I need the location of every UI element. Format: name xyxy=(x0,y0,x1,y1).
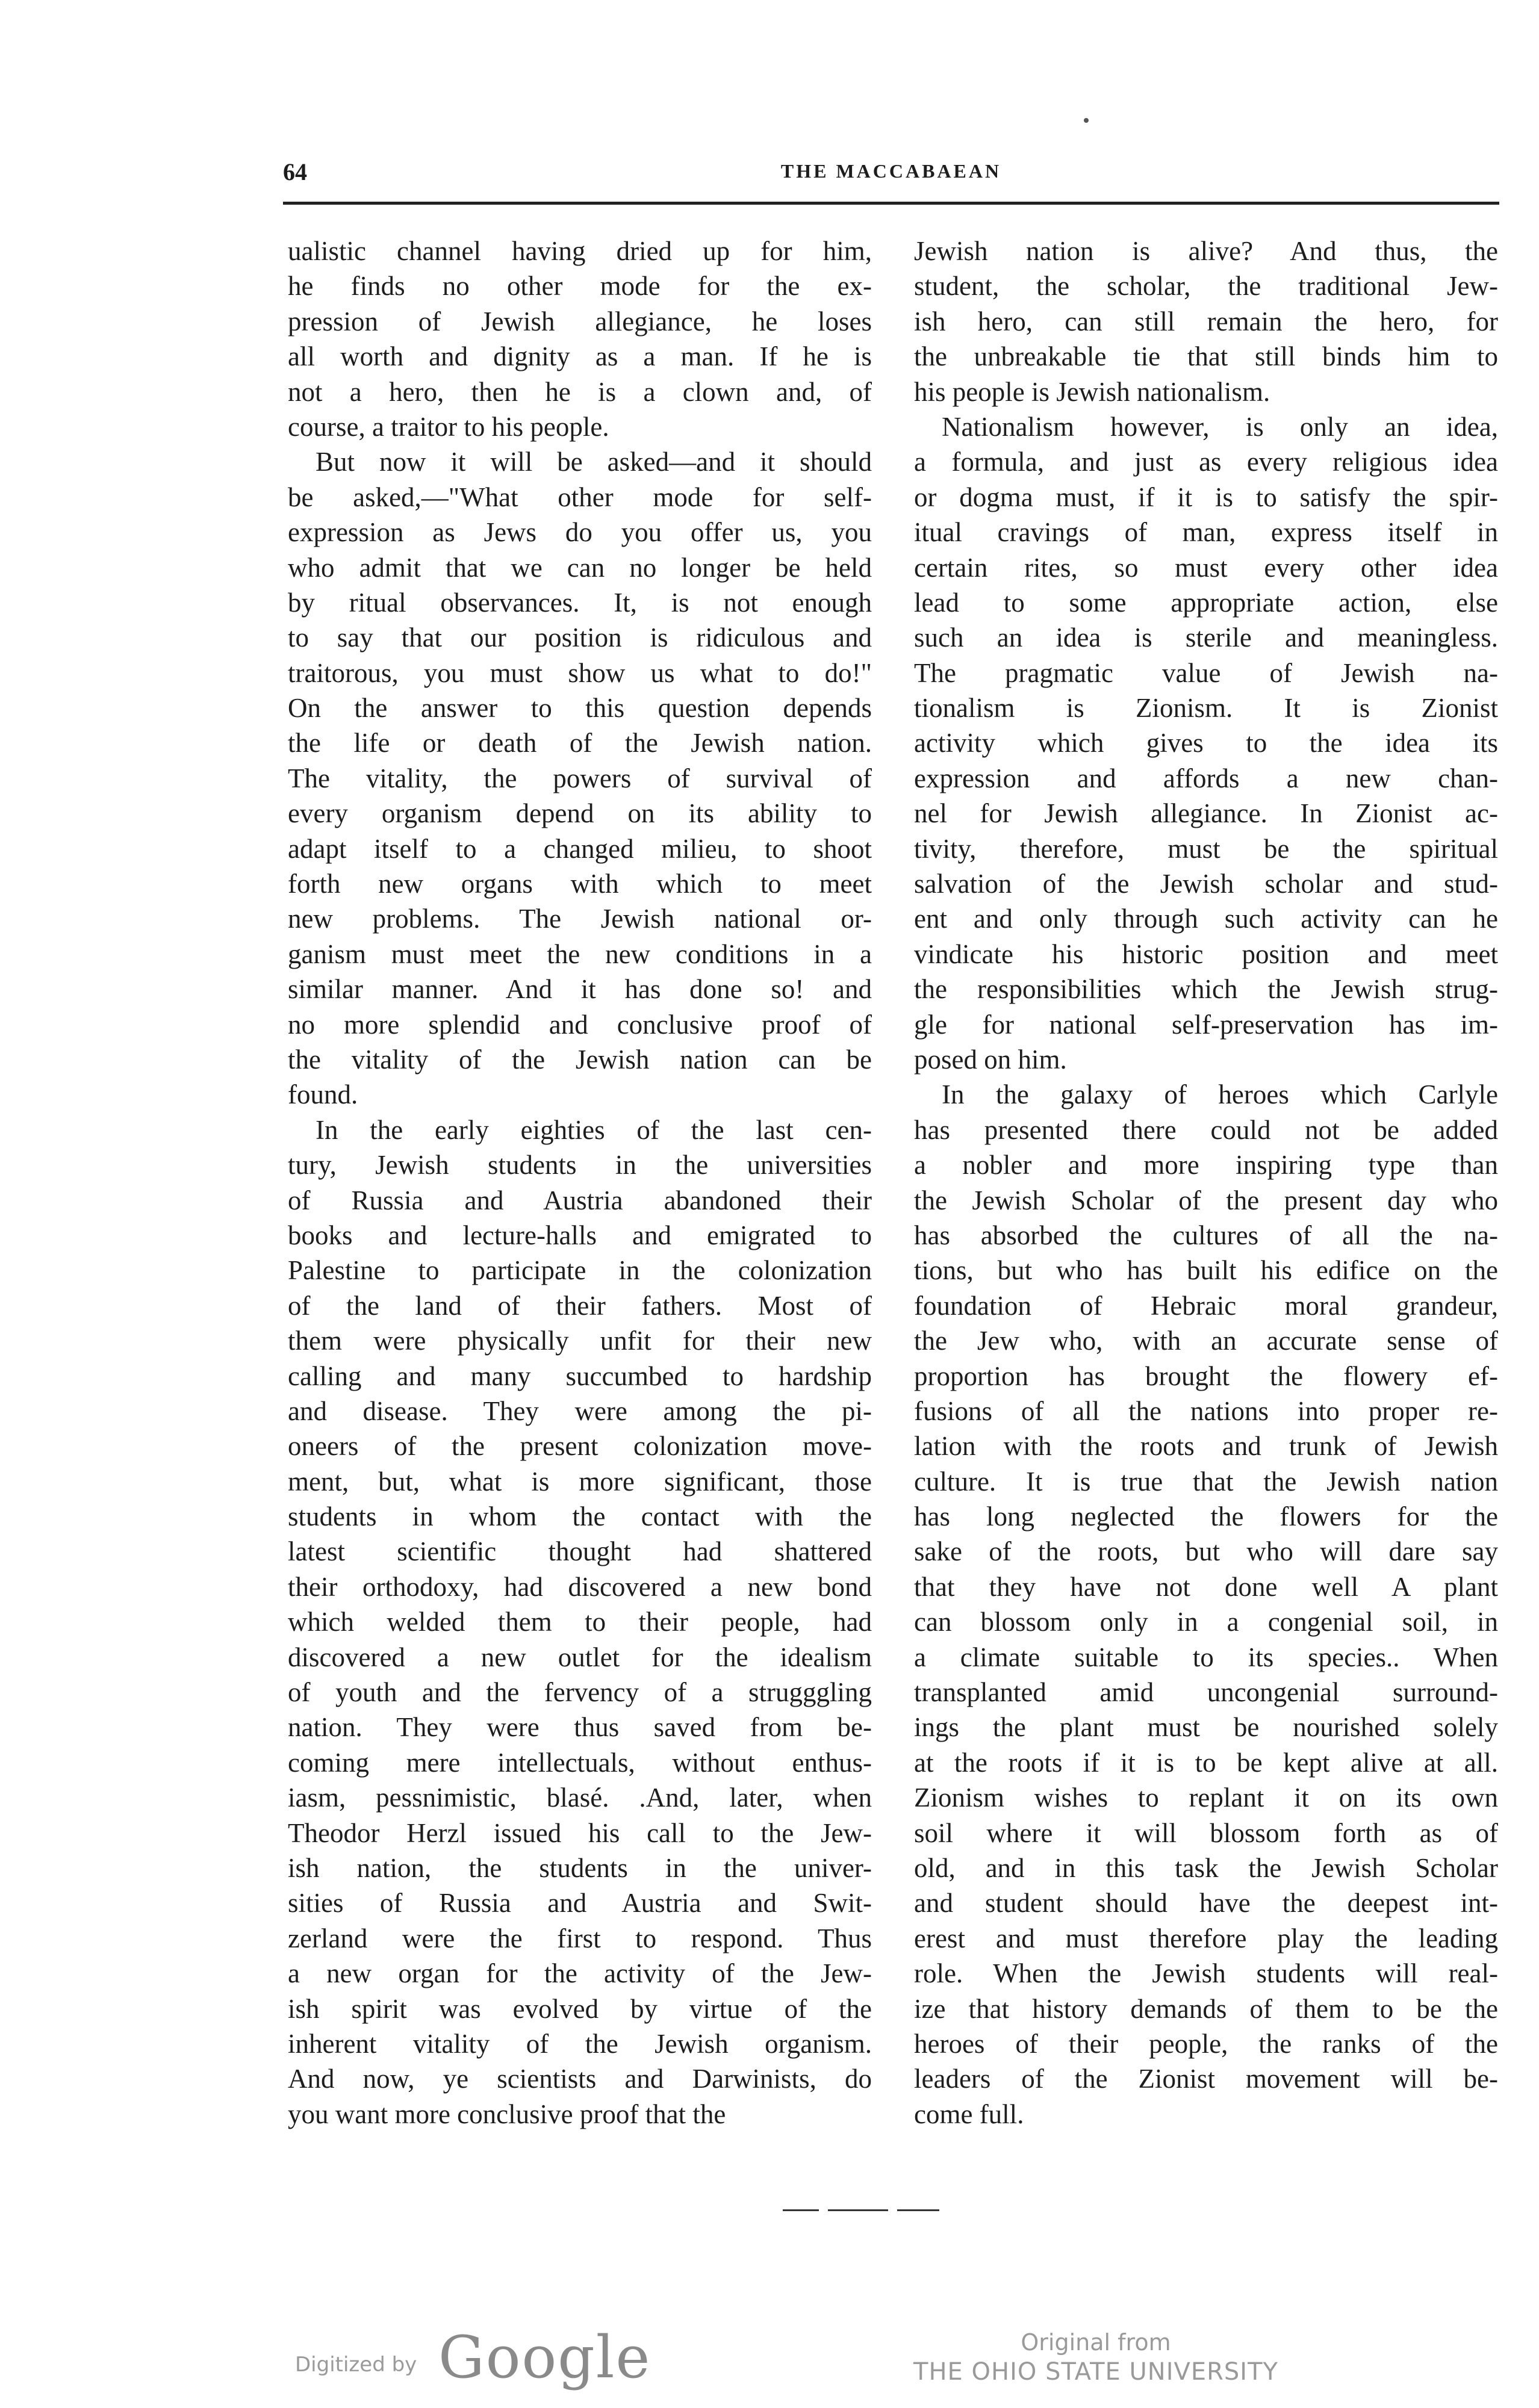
print-speck xyxy=(1084,118,1089,123)
original-source xyxy=(879,2329,1313,2388)
text-line: to say that our position is ridiculous and xyxy=(288,622,872,653)
text-line: salvation of the Jewish scholar and stud- xyxy=(914,869,1498,899)
right-text-column xyxy=(914,234,1498,2132)
text-line: The vitality, the powers of survival of xyxy=(288,763,872,793)
text-line: has absorbed the cultures of all the na- xyxy=(914,1220,1498,1250)
text-line: which welded them to their people, had xyxy=(288,1607,872,1637)
text-line: not a hero, then he is a clown and, of xyxy=(288,376,872,407)
text-line: fusions of all the nations into proper re- xyxy=(914,1395,1498,1426)
text-line: iasm, pessnimistic, blasé. .And, later, when xyxy=(288,1783,872,1813)
text-line: ganism must meet the new conditions in a xyxy=(288,939,872,969)
text-line: adapt itself to a changed milieu, to shoot xyxy=(288,833,872,864)
text-line: students in whom the contact with the xyxy=(288,1501,872,1532)
text-line: a climate suitable to its species.. When xyxy=(914,1642,1498,1672)
text-line: The pragmatic value of Jewish na- xyxy=(914,657,1498,688)
text-line: ish spirit was evolved by virtue of the xyxy=(288,1993,872,2024)
text-line: Jewish nation is alive? And thus, the xyxy=(914,236,1498,266)
text-line: nel for Jewish allegiance. In Zionist ac- xyxy=(914,798,1498,829)
text-line: posed on him. xyxy=(914,1044,1067,1075)
text-line: come full. xyxy=(914,2099,1024,2129)
text-line: expression as Jews do you offer us, you xyxy=(288,517,872,548)
text-line: lation with the roots and trunk of Jewish xyxy=(914,1431,1498,1462)
text-line: the unbreakable tie that still binds him to xyxy=(914,341,1498,372)
text-line: oneers of the present colonization move- xyxy=(288,1431,872,1462)
text-line: Theodor Herzl issued his call to the Jew- xyxy=(288,1817,872,1848)
text-line: proportion has brought the flowery ef- xyxy=(914,1361,1498,1391)
end-ornament-rule xyxy=(783,2209,939,2212)
text-line: ment, but, what is more significant, those xyxy=(288,1466,872,1497)
text-line: calling and many succumbed to hardship xyxy=(288,1361,872,1391)
text-line: tivity, therefore, must be the spiritual xyxy=(914,833,1498,864)
text-line: erest and must therefore play the leading xyxy=(914,1923,1498,1953)
page-number: 64 xyxy=(283,158,307,185)
text-line: the Jew who, with an accurate sense of xyxy=(914,1326,1498,1356)
text-line: his people is Jewish nationalism. xyxy=(914,376,1270,407)
text-line: course, a traitor to his people. xyxy=(288,411,609,442)
institution-name: THE OHIO STATE UNIVERSITY xyxy=(913,2358,1278,2386)
text-line: On the answer to this question depends xyxy=(288,693,872,724)
running-title: THE MACCABAEAN xyxy=(780,160,1002,182)
text-line: can blossom only in a congenial soil, in xyxy=(914,1607,1498,1637)
digitized-label: Digitized by xyxy=(295,2353,417,2377)
text-line: ualistic channel having dried up for him, xyxy=(288,236,872,266)
text-line: a formula, and just as every religious idea xyxy=(914,447,1498,477)
text-line: sake of the roots, but who will dare say xyxy=(914,1536,1498,1567)
text-line: ish hero, can still remain the hero, for xyxy=(914,306,1498,337)
text-line: coming mere intellectuals, without enthus- xyxy=(288,1747,872,1778)
text-line: culture. It is true that the Jewish nation xyxy=(914,1466,1498,1497)
text-line: such an idea is sterile and meaningless. xyxy=(914,622,1498,653)
text-line: the responsibilities which the Jewish strug- xyxy=(914,974,1498,1005)
text-line: be asked,—"What other mode for self- xyxy=(288,482,872,512)
text-line: student, the scholar, the traditional Jew- xyxy=(914,271,1498,302)
text-line: itual cravings of man, express itself in xyxy=(914,517,1498,548)
text-line: nation. They were thus saved from be- xyxy=(288,1712,872,1743)
text-line: of youth and the fervency of a strugggling xyxy=(288,1677,872,1708)
text-line: Palestine to participate in the colonization xyxy=(288,1255,872,1286)
text-line: certain rites, so must every other idea xyxy=(914,552,1498,583)
text-line: Nationalism however, is only an idea, xyxy=(942,411,1498,442)
text-line: ent and only through such activity can he xyxy=(914,904,1498,934)
text-line: has long neglected the flowers for the xyxy=(914,1501,1498,1532)
text-line: the life or death of the Jewish nation. xyxy=(288,728,872,759)
text-line: But now it will be asked—and it should xyxy=(316,447,872,477)
text-line: has presented there could not be added xyxy=(914,1114,1498,1145)
text-line: forth new organs with which to meet xyxy=(288,869,872,899)
text-line: and disease. They were among the pi- xyxy=(288,1395,872,1426)
text-line: books and lecture-halls and emigrated to xyxy=(288,1220,872,1250)
text-line: them were physically unfit for their new xyxy=(288,1326,872,1356)
text-line: ish nation, the students in the univer- xyxy=(288,1852,872,1883)
text-line: no more splendid and conclusive proof of xyxy=(288,1009,872,1040)
text-line: tury, Jewish students in the universities xyxy=(288,1150,872,1181)
text-line: activity which gives to the idea its xyxy=(914,728,1498,759)
original-from-label: Original from xyxy=(1021,2329,1171,2356)
text-line: And now, ye scientists and Darwinists, do xyxy=(288,2064,872,2094)
text-line: you want more conclusive proof that the xyxy=(288,2099,726,2129)
text-line: lead to some appropriate action, else xyxy=(914,587,1498,618)
text-line: or dogma must, if it is to satisfy the spir- xyxy=(914,482,1498,512)
page-header xyxy=(283,158,1499,194)
text-line: traitorous, you must show us what to do!" xyxy=(288,657,872,688)
header-rule xyxy=(283,202,1499,205)
text-line: In the galaxy of heroes which Carlyle xyxy=(942,1079,1498,1110)
text-line: latest scientific thought had shattered xyxy=(288,1536,872,1567)
text-line: pression of Jewish allegiance, he loses xyxy=(288,306,872,337)
text-line: zerland were the first to respond. Thus xyxy=(288,1923,872,1953)
text-line: by ritual observances. It, is not enough xyxy=(288,587,872,618)
text-line: the Jewish Scholar of the present day who xyxy=(914,1185,1498,1215)
text-line: old, and in this task the Jewish Scholar xyxy=(914,1852,1498,1883)
text-line: soil where it will blossom forth as of xyxy=(914,1817,1498,1848)
text-line: he finds no other mode for the ex- xyxy=(288,271,872,302)
text-line: ize that history demands of them to be the xyxy=(914,1993,1498,2024)
text-line: leaders of the Zionist movement will be- xyxy=(914,2064,1498,2094)
text-line: similar manner. And it has done so! and xyxy=(288,974,872,1005)
text-line: and student should have the deepest int- xyxy=(914,1888,1498,1919)
text-line: gle for national self-preservation has im- xyxy=(914,1009,1498,1040)
text-line: expression and affords a new chan- xyxy=(914,763,1498,793)
text-line: tions, but who has built his edifice on the xyxy=(914,1255,1498,1286)
text-line: inherent vitality of the Jewish organism. xyxy=(288,2028,872,2059)
text-line: tionalism is Zionism. It is Zionist xyxy=(914,693,1498,724)
text-line: heroes of their people, the ranks of the xyxy=(914,2028,1498,2059)
text-line: who admit that we can no longer be held xyxy=(288,552,872,583)
text-line: new problems. The Jewish national or- xyxy=(288,904,872,934)
text-line: a nobler and more inspiring type than xyxy=(914,1150,1498,1181)
text-line: discovered a new outlet for the idealism xyxy=(288,1642,872,1672)
text-line: sities of Russia and Austria and Swit- xyxy=(288,1888,872,1919)
text-line: of Russia and Austria abandoned their xyxy=(288,1185,872,1215)
text-line: a new organ for the activity of the Jew- xyxy=(288,1958,872,1989)
text-line: Zionism wishes to replant it on its own xyxy=(914,1783,1498,1813)
text-line: found. xyxy=(288,1079,358,1110)
text-line: transplanted amid uncongenial surround- xyxy=(914,1677,1498,1708)
text-line: every organism depend on its ability to xyxy=(288,798,872,829)
text-line: vindicate his historic position and meet xyxy=(914,939,1498,969)
text-line: at the roots if it is to be kept alive at all. xyxy=(914,1747,1498,1778)
google-logo: Google xyxy=(438,2324,651,2391)
text-line: that they have not done well A plant xyxy=(914,1571,1498,1602)
text-line: all worth and dignity as a man. If he is xyxy=(288,341,872,372)
text-line: their orthodoxy, had discovered a new bond xyxy=(288,1571,872,1602)
text-line: foundation of Hebraic moral grandeur, xyxy=(914,1290,1498,1321)
text-line: In the early eighties of the last cen- xyxy=(316,1114,872,1145)
text-line: role. When the Jewish students will real- xyxy=(914,1958,1498,1989)
text-line: of the land of their fathers. Most of xyxy=(288,1290,872,1321)
text-line: the vitality of the Jewish nation can be xyxy=(288,1044,872,1075)
text-line: ings the plant must be nourished solely xyxy=(914,1712,1498,1743)
left-text-column xyxy=(288,234,872,2132)
